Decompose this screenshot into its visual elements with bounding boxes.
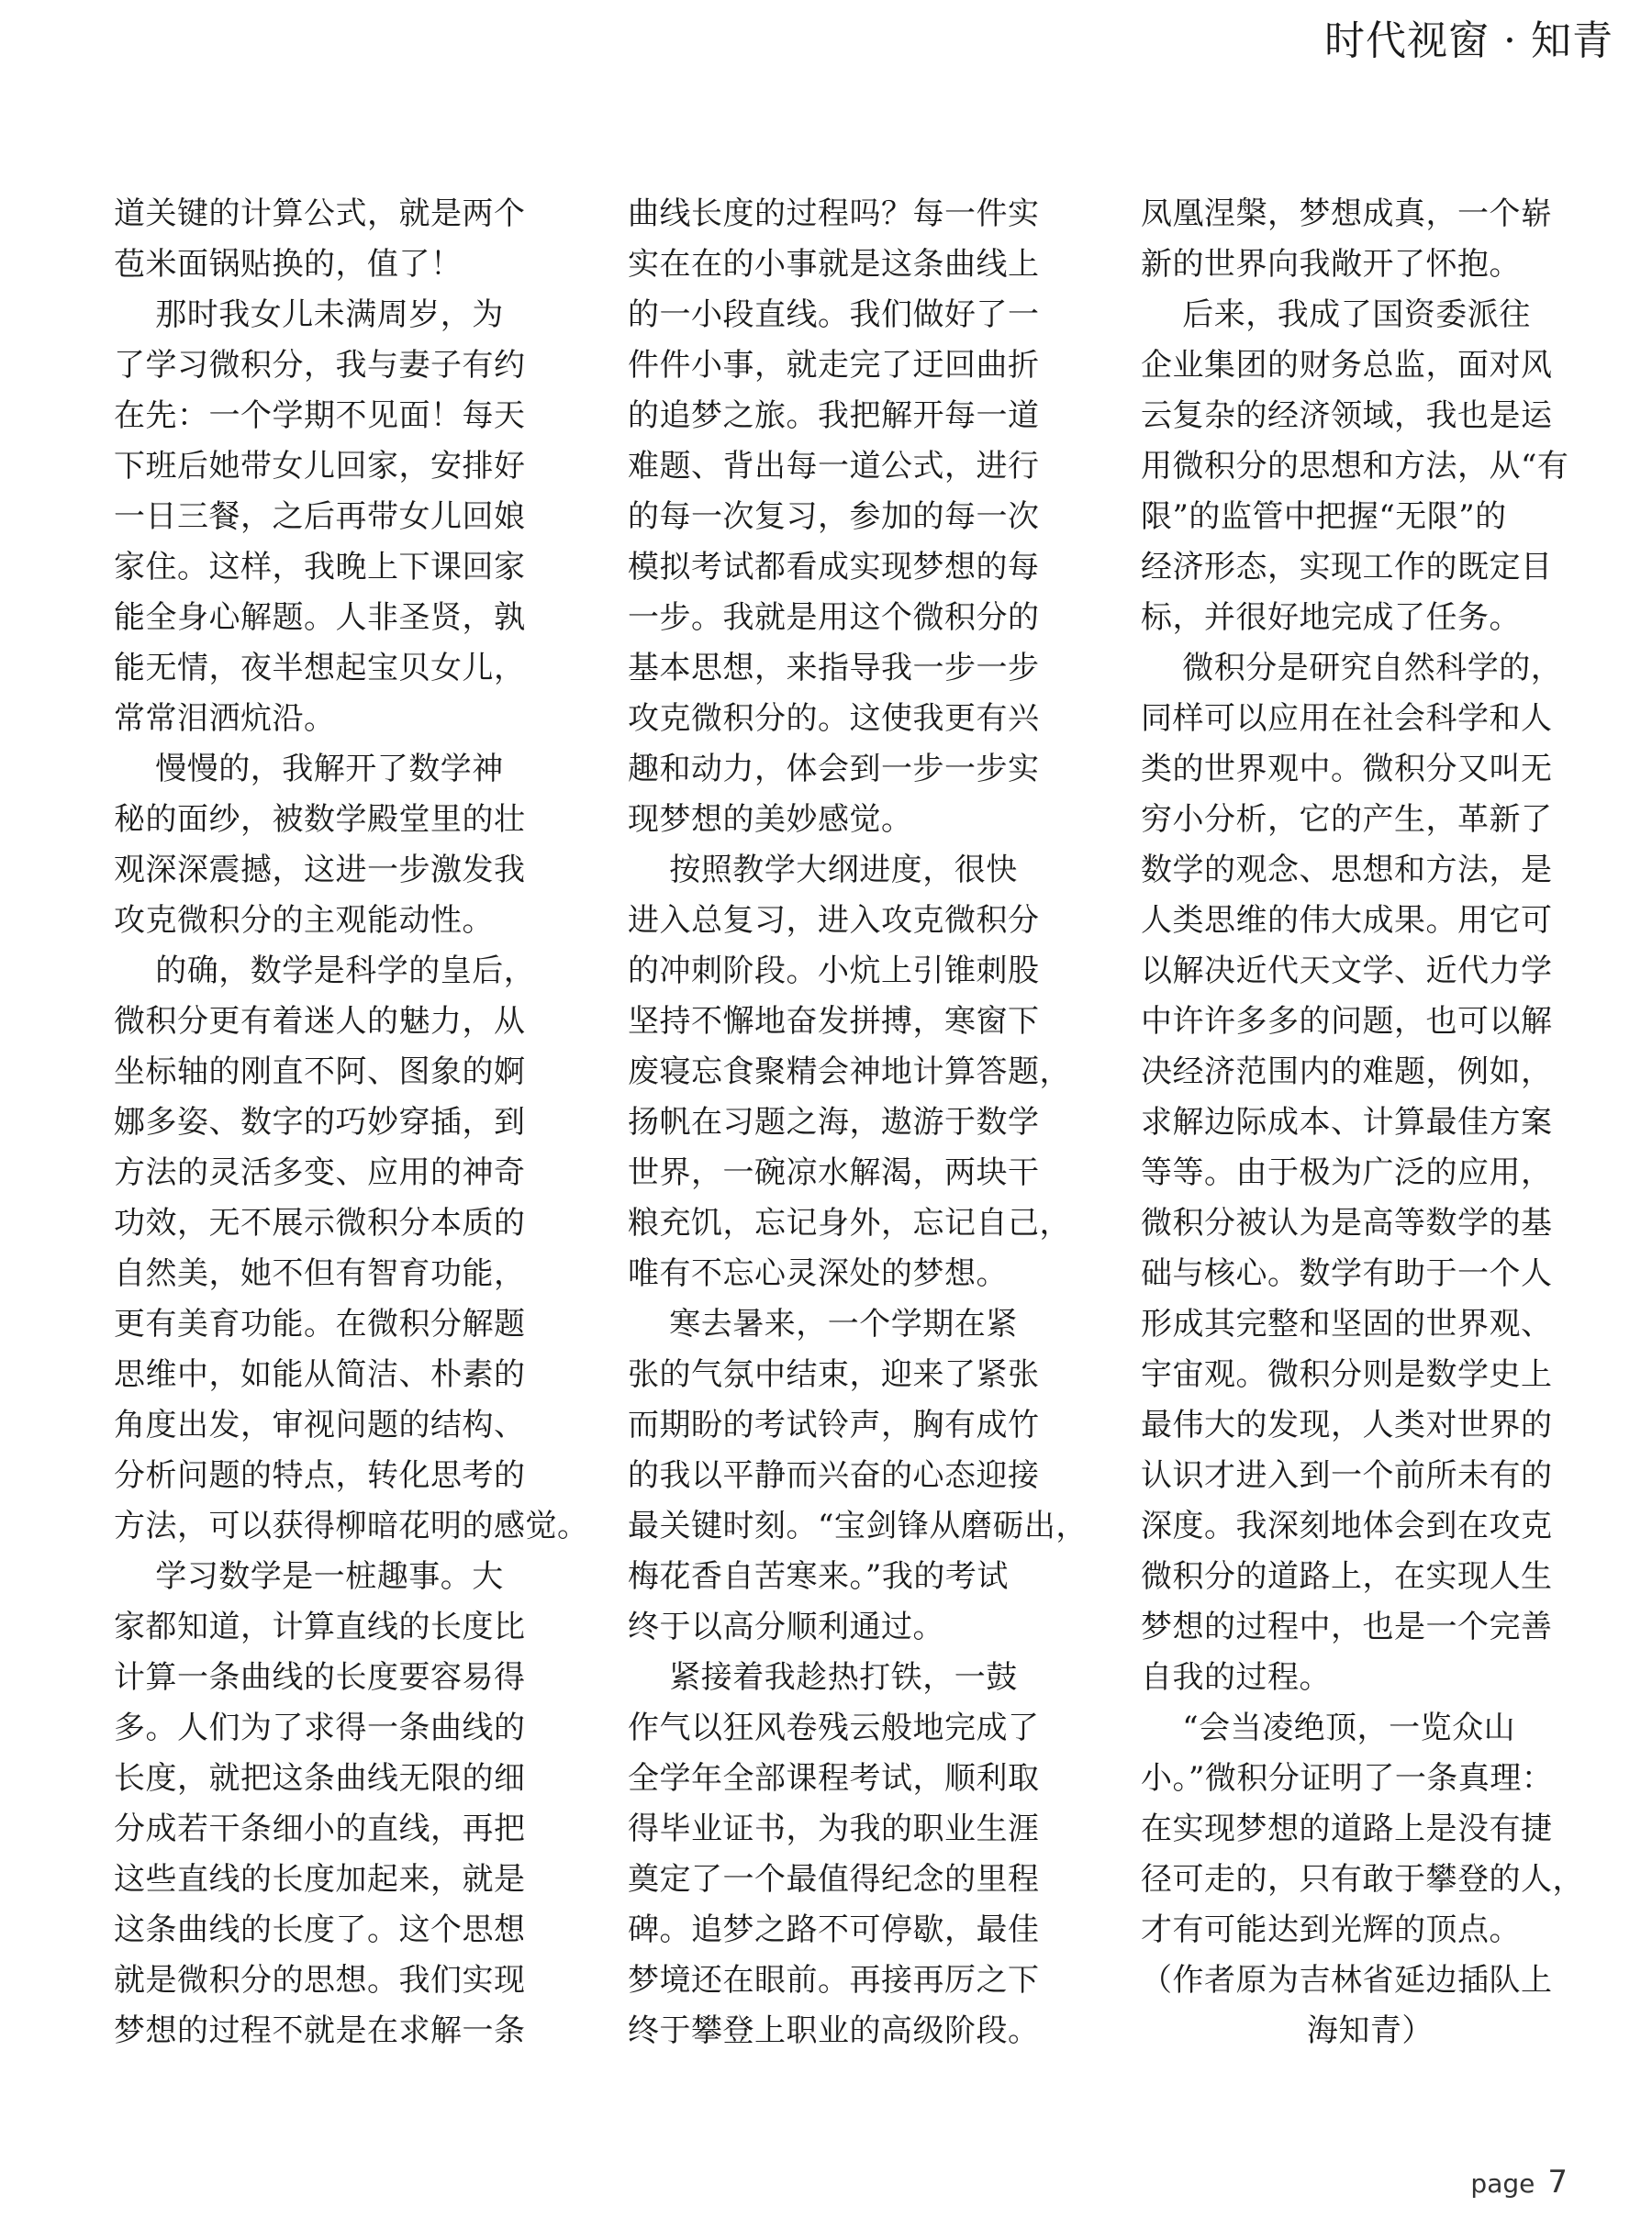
text-line: 了学习微积分，我与妻子有约 xyxy=(114,347,526,384)
text-line: 梦想的过程中，也是一个完善 xyxy=(1141,1609,1553,1645)
text-line: 观深深震撼，这进一步激发我 xyxy=(114,852,526,888)
text-line: 坐标轴的刚直不阿、图象的婀 xyxy=(114,1053,526,1090)
text-line: 作气以狂风卷残云般地完成了 xyxy=(628,1710,1040,1746)
text-line: 形成其完整和坚固的世界观、 xyxy=(1141,1306,1553,1343)
text-line: 奠定了一个最值得纪念的里程 xyxy=(628,1861,1040,1898)
text-column-3 xyxy=(1141,189,1623,2056)
text-line: 娜多姿、数字的巧妙穿插，到 xyxy=(114,1104,526,1141)
text-line: 云复杂的经济领域，我也是运 xyxy=(1141,397,1553,434)
text-line: 分成若干条细小的直线，再把 xyxy=(114,1811,526,1847)
text-line: 穷小分析，它的产生，革新了 xyxy=(1141,801,1553,838)
text-line: 终于以高分顺利通过。 xyxy=(628,1609,944,1645)
text-line: 微积分被认为是高等数学的基 xyxy=(1141,1205,1553,1242)
text-line: 道关键的计算公式，就是两个 xyxy=(114,195,526,232)
text-line: 粮充饥，忘记身外，忘记自己， xyxy=(628,1205,1071,1242)
text-line: 学习数学是一桩趣事。大 xyxy=(114,1558,504,1595)
text-line: 的追梦之旅。我把解开每一道 xyxy=(628,397,1040,434)
text-line: 紧接着我趁热打铁，一鼓 xyxy=(628,1659,1018,1696)
text-line: 分析问题的特点，转化思考的 xyxy=(114,1457,526,1494)
text-line: 数学的观念、思想和方法，是 xyxy=(1141,852,1553,888)
text-line: 全学年全部课程考试，顺利取 xyxy=(628,1760,1040,1797)
text-line: 在实现梦想的道路上是没有捷 xyxy=(1141,1811,1553,1847)
text-line: 多。人们为了求得一条曲线的 xyxy=(114,1710,526,1746)
author-note-line: 海知青） xyxy=(1141,2012,1434,2049)
text-line: 一日三餐，之后再带女儿回娘 xyxy=(114,498,526,535)
text-line: 终于攀登上职业的高级阶段。 xyxy=(628,2012,1040,2049)
text-line: 方法，可以获得柳暗花明的感觉。 xyxy=(114,1508,589,1544)
text-line: 这些直线的长度加起来，就是 xyxy=(114,1861,526,1898)
text-line: 实在在的小事就是这条曲线上 xyxy=(628,246,1040,283)
text-line: 决经济范围内的难题，例如， xyxy=(1141,1053,1553,1090)
text-line: 企业集团的财务总监，面对风 xyxy=(1141,347,1553,384)
text-line: 家住。这样，我晚上下课回家 xyxy=(114,549,526,585)
text-line: 那时我女儿未满周岁，为 xyxy=(114,296,504,333)
text-line: 就是微积分的思想。我们实现 xyxy=(114,1962,526,1999)
text-line: 微积分的道路上，在实现人生 xyxy=(1141,1558,1553,1595)
text-line: 一步。我就是用这个微积分的 xyxy=(628,599,1040,636)
text-line: 宇宙观。微积分则是数学史上 xyxy=(1141,1356,1553,1393)
text-line: 扬帆在习题之海，遨游于数学 xyxy=(628,1104,1040,1141)
text-line: 在先：一个学期不见面！每天 xyxy=(114,397,526,434)
text-line: 唯有不忘心灵深处的梦想。 xyxy=(628,1255,1008,1292)
text-line: 世界，一碗凉水解渴，两块干 xyxy=(628,1154,1040,1191)
text-line: 趣和动力，体会到一步一步实 xyxy=(628,751,1040,787)
text-line: 废寝忘食聚精会神地计算答题， xyxy=(628,1053,1071,1090)
text-line: 人类思维的伟大成果。用它可 xyxy=(1141,902,1553,939)
text-line: 长度，就把这条曲线无限的细 xyxy=(114,1760,526,1797)
text-line: 类的世界观中。微积分又叫无 xyxy=(1141,751,1553,787)
text-line: 径可走的，只有敢于攀登的人， xyxy=(1141,1861,1584,1898)
text-line: 进入总复习，进入攻克微积分 xyxy=(628,902,1040,939)
text-line: 家都知道，计算直线的长度比 xyxy=(114,1609,526,1645)
text-line: 坚持不懈地奋发拼搏，寒窗下 xyxy=(628,1003,1040,1040)
text-column-1 xyxy=(114,189,591,2056)
text-line: 的我以平静而兴奋的心态迎接 xyxy=(628,1457,1040,1494)
text-line: 下班后她带女儿回家，安排好 xyxy=(114,448,526,485)
text-line: 等等。由于极为广泛的应用， xyxy=(1141,1154,1553,1191)
text-line: 用微积分的思想和方法，从“有 xyxy=(1141,448,1569,485)
text-line: 后来，我成了国资委派往 xyxy=(1141,296,1531,333)
text-line: 凤凰涅槃，梦想成真，一个崭 xyxy=(1141,195,1553,232)
text-line: 更有美育功能。在微积分解题 xyxy=(114,1306,526,1343)
text-line: 攻克微积分的主观能动性。 xyxy=(114,902,494,939)
text-line: 按照教学大纲进度，很快 xyxy=(628,852,1018,888)
text-line: 梦想的过程不就是在求解一条 xyxy=(114,2012,526,2049)
text-line: 得毕业证书，为我的职业生涯 xyxy=(628,1811,1040,1847)
text-line: 的确，数学是科学的皇后， xyxy=(114,953,536,989)
text-line: 认识才进入到一个前所未有的 xyxy=(1141,1457,1553,1494)
text-line: 方法的灵活多变、应用的神奇 xyxy=(114,1154,526,1191)
text-line: 慢慢的，我解开了数学神 xyxy=(114,751,504,787)
text-line: “会当凌绝顶，一览众山 xyxy=(1141,1710,1516,1746)
text-line: 经济形态，实现工作的既定目 xyxy=(1141,549,1553,585)
text-line: 常常泪洒炕沿。 xyxy=(114,700,336,737)
text-line: 秘的面纱，被数学殿堂里的壮 xyxy=(114,801,526,838)
text-line: 难题、背出每一道公式，进行 xyxy=(628,448,1040,485)
text-line: 模拟考试都看成实现梦想的每 xyxy=(628,549,1040,585)
text-line: 攻克微积分的。这使我更有兴 xyxy=(628,700,1040,737)
text-line: 这条曲线的长度了。这个思想 xyxy=(114,1911,526,1948)
page-label: page xyxy=(1470,2168,1535,2199)
text-line: 微积分更有着迷人的魅力，从 xyxy=(114,1003,526,1040)
text-line: 角度出发，审视问题的结构、 xyxy=(114,1407,526,1443)
text-line: 中许许多多的问题，也可以解 xyxy=(1141,1003,1553,1040)
text-line: 思维中，如能从简洁、朴素的 xyxy=(114,1356,526,1393)
text-line: 梅花香自苦寒来。”我的考试 xyxy=(628,1558,1009,1595)
text-line: 的一小段直线。我们做好了一 xyxy=(628,296,1040,333)
text-line: 而期盼的考试铃声，胸有成竹 xyxy=(628,1407,1040,1443)
text-line: 求解边际成本、计算最佳方案 xyxy=(1141,1104,1553,1141)
text-line: 小。”微积分证明了一条真理： xyxy=(1141,1760,1554,1797)
text-line: 础与核心。数学有助于一个人 xyxy=(1141,1255,1553,1292)
text-line: 的冲刺阶段。小炕上引锥刺股 xyxy=(628,953,1040,989)
text-line: 碑。追梦之路不可停歇，最佳 xyxy=(628,1911,1040,1948)
text-line: 标，并很好地完成了任务。 xyxy=(1141,599,1521,636)
text-line: 同样可以应用在社会科学和人 xyxy=(1141,700,1553,737)
text-line: 苞米面锅贴换的，值了！ xyxy=(114,246,463,283)
text-line: 功效，无不展示微积分本质的 xyxy=(114,1205,526,1242)
text-line: 以解决近代天文学、近代力学 xyxy=(1141,953,1553,989)
text-line: 寒去暑来，一个学期在紧 xyxy=(628,1306,1018,1343)
page-number: 7 xyxy=(1547,2164,1568,2201)
text-column-2 xyxy=(628,189,1105,2056)
section-title: 时代视窗 · 知青 xyxy=(1324,17,1613,64)
text-line: 计算一条曲线的长度要容易得 xyxy=(114,1659,526,1696)
text-line: 新的世界向我敞开了怀抱。 xyxy=(1141,246,1521,283)
text-line: 自然美，她不但有智育功能， xyxy=(114,1255,526,1292)
text-line: 最关键时刻。“宝剑锋从磨砺出， xyxy=(628,1508,1088,1544)
text-line: 基本思想，来指导我一步一步 xyxy=(628,650,1040,686)
text-line: 才有可能达到光辉的顶点。 xyxy=(1141,1911,1521,1948)
text-line: 曲线长度的过程吗？每一件实 xyxy=(628,195,1040,232)
text-line: 自我的过程。 xyxy=(1141,1659,1331,1696)
text-line: 件件小事，就走完了迂回曲折 xyxy=(628,347,1040,384)
text-line: 梦境还在眼前。再接再厉之下 xyxy=(628,1962,1040,1999)
text-line: 微积分是研究自然科学的， xyxy=(1141,650,1563,686)
text-line: 深度。我深刻地体会到在攻克 xyxy=(1141,1508,1553,1544)
author-note-line: （作者原为吉林省延边插队上 xyxy=(1141,1962,1553,1999)
text-line: 的每一次复习，参加的每一次 xyxy=(628,498,1040,535)
text-line: 最伟大的发现，人类对世界的 xyxy=(1141,1407,1553,1443)
text-line: 张的气氛中结束，迎来了紧张 xyxy=(628,1356,1040,1393)
text-line: 能全身心解题。人非圣贤，孰 xyxy=(114,599,526,636)
text-line: 限”的监管中把握“无限”的 xyxy=(1141,498,1507,535)
text-line: 现梦想的美妙感觉。 xyxy=(628,801,913,838)
text-line: 能无情，夜半想起宝贝女儿， xyxy=(114,650,526,686)
page-footer xyxy=(1470,2164,1568,2201)
